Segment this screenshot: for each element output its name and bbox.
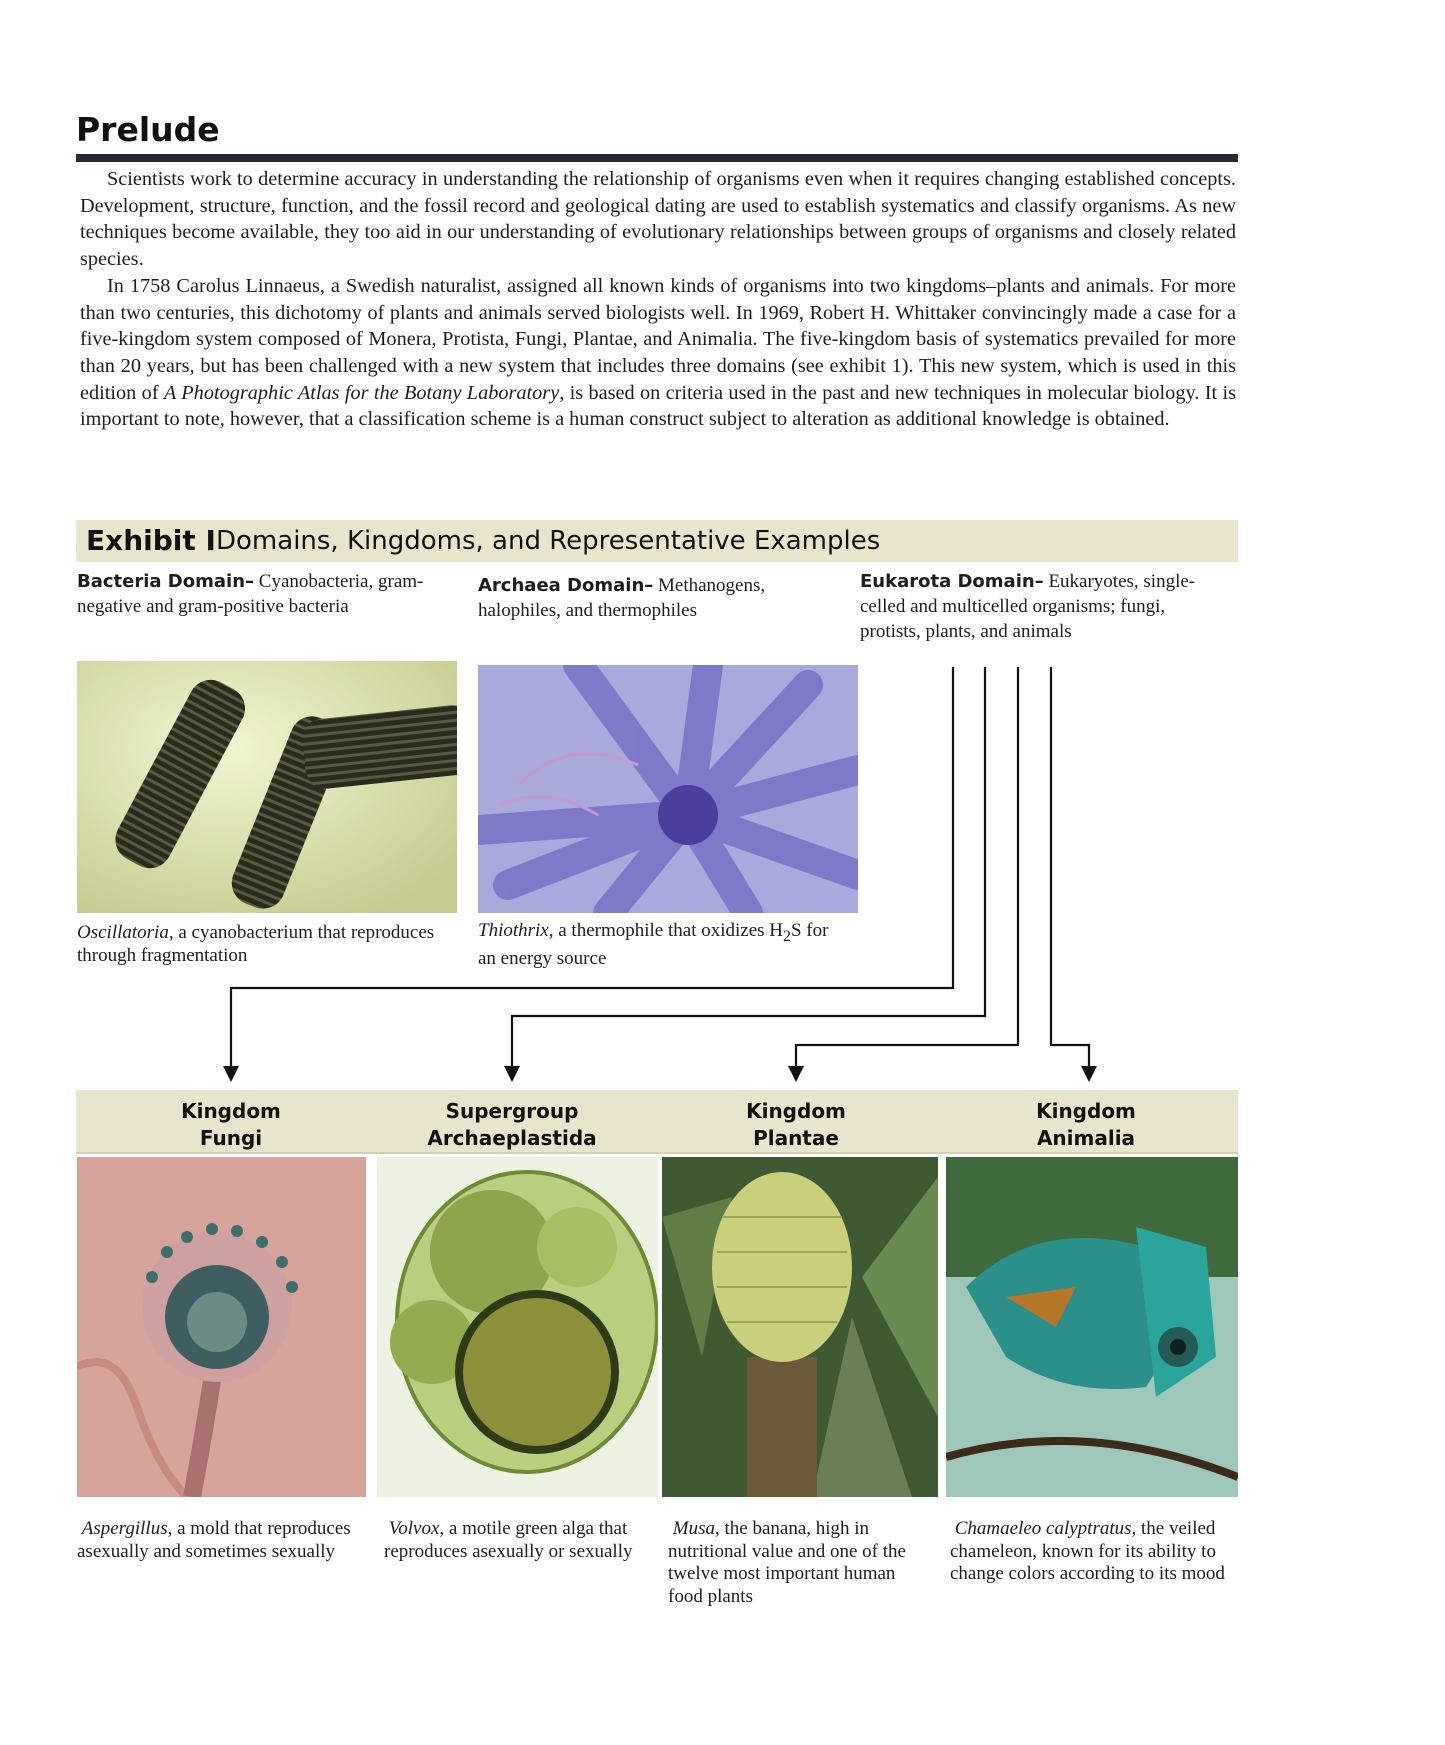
- domain-description: Methanogens, halophiles, and thermophiles: [478, 575, 766, 621]
- kingdom-line: Kingdom: [1036, 1099, 1136, 1123]
- kingdom-line: Animalia: [1036, 1126, 1136, 1150]
- arrowhead: [223, 1066, 239, 1082]
- kingdom-line: Archaeplastida: [427, 1126, 597, 1150]
- caption-text: a cyanobacterium that reproduces through fragmentation: [77, 922, 435, 966]
- genus-name: Chamaeleo calyptratus: [954, 1518, 1132, 1539]
- chameleon-caption: [950, 1518, 1235, 1586]
- exhibit-title: Domains, Kingdoms, and Representative Examples: [216, 526, 881, 556]
- kingdom-line: Kingdom: [746, 1099, 846, 1123]
- caption-text: , the veiled chameleon, known for its ability to change colors according to its mood: [950, 1518, 1225, 1584]
- caption-text: S for an energy source: [478, 920, 829, 970]
- arrowhead: [1081, 1066, 1097, 1082]
- caption-text: a thermophile that oxidizes H: [553, 920, 784, 941]
- aspergillus-photo: [77, 1157, 366, 1497]
- genus-name: Thiothrix,: [478, 920, 554, 941]
- supergroup-archaeplastida-heading: [402, 1098, 622, 1152]
- prelude-paragraph-1: Scientists work to determine accuracy in understanding the relationship of organisms even when it requires changing established concepts. Development, structure, function, and the fossil record and geological dating are used to establish systematics and classify organisms. As new techniques become available, they too aid in our understanding of evolutionary relationships between groups of organisms and closely related species.: [80, 168, 1236, 271]
- chameleon-photo: [946, 1157, 1238, 1497]
- caption-text: , a motile green alga that reproduces asexually or sexually: [384, 1518, 633, 1562]
- domain-description: Eukaryotes, single-celled and multicelled organisms; fungi, protists, plants, and animals: [860, 571, 1196, 642]
- arrowhead: [504, 1066, 520, 1082]
- kingdom-plantae-heading: [706, 1098, 886, 1152]
- domain-name: Eukarota Domain–: [860, 571, 1044, 592]
- musa-caption: [668, 1518, 923, 1608]
- genus-name: Musa: [672, 1518, 715, 1539]
- arrow-to-animalia: [1051, 667, 1089, 1070]
- volvox-photo: [377, 1157, 658, 1497]
- arrowhead: [788, 1066, 804, 1082]
- prelude-text: In 1758 Carolus Linnaeus, a Swedish naturalist, assigned all known kinds of organisms into two kingdoms–plants and animals. For more than two centuries, this dichotomy of plants and animals served biologists well. In 1969, Robert H. Whittaker convincingly made a case for a five-kingdom system composed of Monera, Protista, Fungi, Plantae, and Animalia. The five-kingdom basis of systematics prevailed for more than 20 years, but has been challenged with a new system that includes three domains (see exhibit 1). This new system, which is used in this edition of: [80, 274, 1236, 404]
- book-title: A Photographic Atlas for the Botany Laboratory: [163, 381, 560, 404]
- subscript: 2: [783, 927, 791, 945]
- musa-photo: [662, 1157, 938, 1497]
- aspergillus-caption: [77, 1518, 367, 1563]
- kingdom-fungi-heading: [141, 1098, 321, 1152]
- domain-name: Bacteria Domain–: [77, 571, 255, 592]
- kingdom-line: Fungi: [199, 1126, 263, 1150]
- kingdom-line: Supergroup: [445, 1099, 579, 1123]
- genus-name: Aspergillus: [81, 1518, 168, 1539]
- prelude-text: , is based on criteria used in the past and new techniques in molecular biology. It is important to note, however, that a classification scheme is a human construct subject to alteration as additional knowledge is obtained.: [80, 381, 1236, 431]
- volvox-caption: [384, 1518, 659, 1563]
- kingdom-header-band: [76, 1090, 1238, 1154]
- kingdom-line: Plantae: [753, 1126, 839, 1150]
- arrow-to-archaeplastida: [512, 667, 985, 1070]
- domain-description: Cyanobacteria, gram-negative and gram-positive bacteria: [77, 571, 424, 617]
- caption-text: , a mold that reproduces asexually and sometimes sexually: [77, 1518, 351, 1562]
- genus-name: Oscillatoria,: [77, 922, 174, 943]
- kingdom-line: Kingdom: [181, 1099, 281, 1123]
- arrow-to-fungi: [231, 667, 953, 1070]
- page-title: Prelude: [76, 110, 220, 149]
- exhibit-label: Exhibit I: [86, 524, 216, 557]
- caption-text: , the banana, high in nutritional value and one of the twelve most important human food plants: [668, 1518, 906, 1607]
- genus-name: Volvox: [388, 1518, 440, 1539]
- domain-name: Archaea Domain–: [478, 575, 654, 596]
- kingdom-animalia-heading: [996, 1098, 1176, 1152]
